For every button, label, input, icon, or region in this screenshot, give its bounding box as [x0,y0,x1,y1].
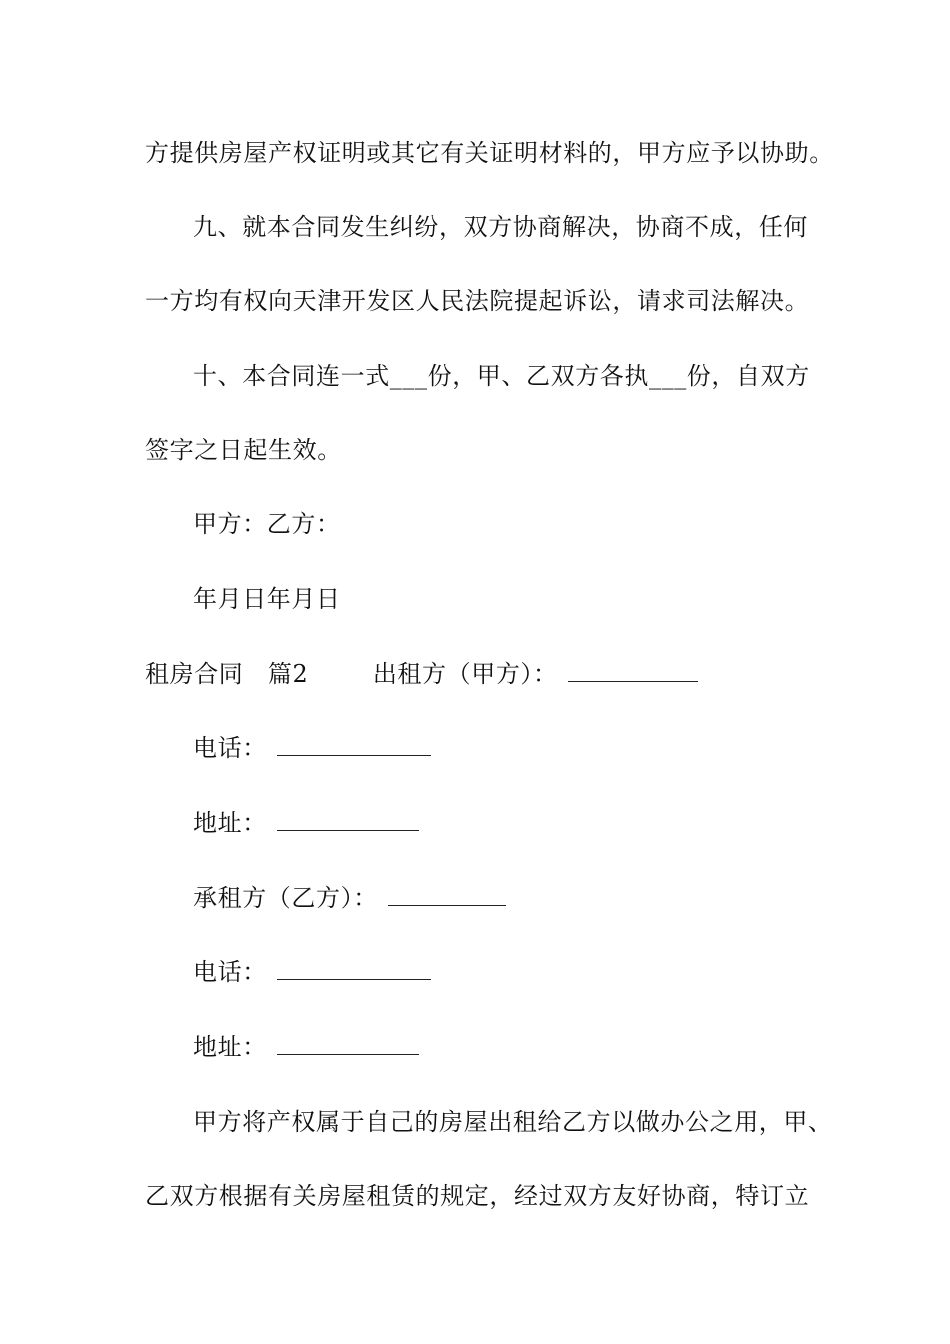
clause-nine-line: 九、就本合同发生纠纷，双方协商解决，协商不成，任何 [193,213,808,241]
lessor-label: 出租方（甲方）： [372,660,558,688]
lessee-address-label: 地址： [193,1033,267,1061]
signature-parties-line: 甲方：乙方： [193,510,341,538]
lessor-address-line [193,808,873,838]
lessor-address-label: 地址： [193,809,267,837]
lessee-phone-line [193,957,873,987]
signature-dates-line: 年月日年月日 [193,585,341,613]
lessee-name-blank [388,883,506,906]
preamble-line: 乙双方根据有关房屋租赁的规定，经过双方友好协商，特订立 [145,1182,810,1210]
section-heading-line [145,659,825,689]
lessor-phone-label: 电话： [193,734,267,762]
lessee-phone-blank [277,957,431,980]
lessee-phone-label: 电话： [193,958,267,986]
lessee-address-blank [277,1032,419,1055]
lessee-label: 承租方（乙方）： [193,884,378,912]
section-number: 篇2 [267,660,309,688]
lessor-address-blank [277,808,419,831]
clause-ten-line: 十、本合同连一式___份，甲、乙双方各执___份，自双方 [193,362,810,390]
paragraph-line: 一方均有权向天津开发区人民法院提起诉讼，请求司法解决。 [145,287,810,315]
paragraph-line: 签字之日起生效。 [145,436,342,464]
lessee-address-line [193,1032,873,1062]
lessor-phone-blank [277,733,431,756]
paragraph-line: 方提供房屋产权证明或其它有关证明材料的，甲方应予以协助。 [145,139,834,167]
lessor-name-blank [568,659,698,682]
section-title: 租房合同 [145,660,244,688]
lessee-line [193,883,873,913]
lessor-phone-line [193,733,873,763]
preamble-line: 甲方将产权属于自己的房屋出租给乙方以做办公之用，甲、 [193,1108,833,1136]
